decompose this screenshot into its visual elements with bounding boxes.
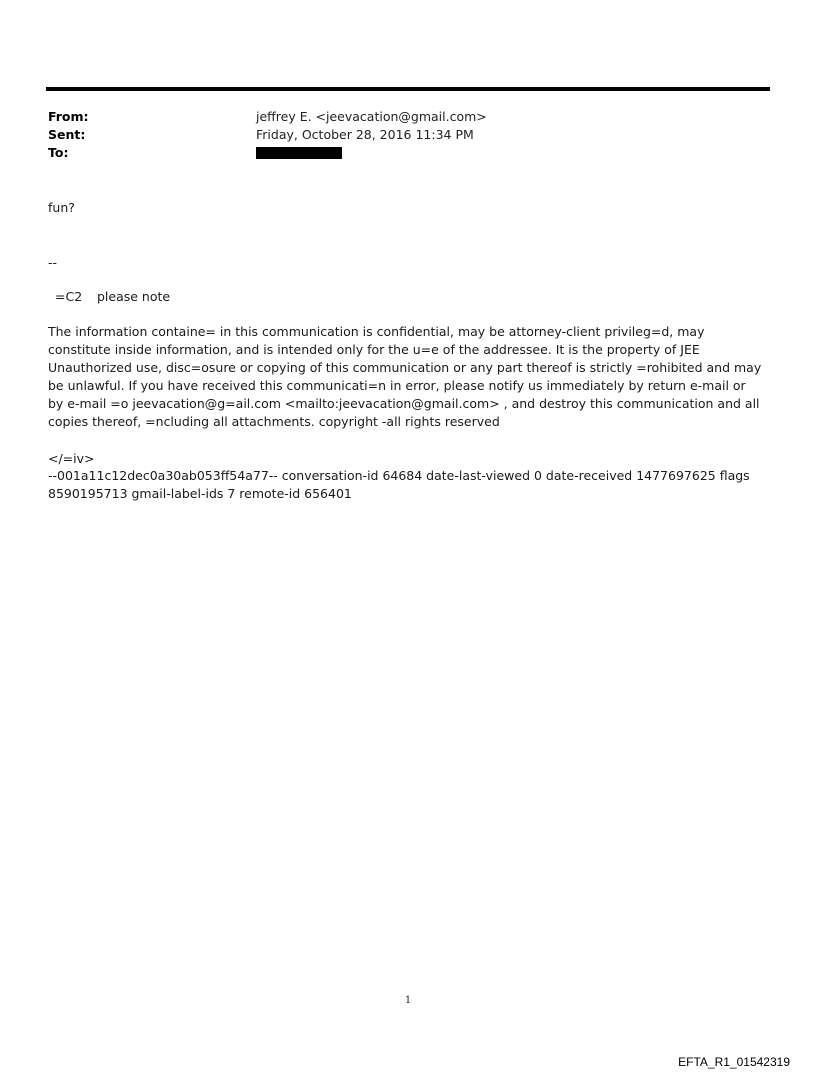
note-line xyxy=(55,288,770,306)
to-row xyxy=(48,144,748,162)
to-label: To: xyxy=(48,145,69,160)
sent-row xyxy=(48,126,748,144)
confidentiality-disclaimer: The information containe= in this communication is confidential, may be attorney-client privileg=d, may constitute inside information, and is intended only for the u=e of the addressee. It is the property of JEE Unauthorized use, disc=osure or copying of this communication or any part thereof is strictly =rohibited and may be unlawful. If you have received this communicati=n in error, please notify us immediately by return e-mail or by e-mail =o jeevacation@g=ail.com <mailto:jeevacation@gmail.com> , and destroy this communication and all copies thereof, =ncluding all attachments. copyright -all rights reserved xyxy=(48,324,762,429)
document-id: EFTA_R1_01542319 xyxy=(678,1055,790,1069)
message-metadata: --001a11c12dec0a30ab053ff54a77-- conversation-id 64684 date-last-viewed 0 date-received 1477697625 flags 8590195713 gmail-label-ids 7 remote-id 656401 xyxy=(48,468,750,501)
note-code: =C2 xyxy=(55,289,83,304)
note-text: please note xyxy=(97,289,171,304)
to-redaction-bar xyxy=(256,147,342,159)
sent-value: Friday, October 28, 2016 11:34 PM xyxy=(256,127,474,142)
from-row xyxy=(48,108,748,126)
div-close-tag: </=iv> xyxy=(48,451,95,466)
from-label: From: xyxy=(48,109,89,124)
header-rule xyxy=(46,87,770,91)
signature-separator: -- xyxy=(48,255,58,270)
sent-label: Sent: xyxy=(48,127,86,142)
page-number: 1 xyxy=(404,995,412,1006)
from-value: jeffrey E. <jeevacation@gmail.com> xyxy=(256,109,487,124)
message-greeting: fun? xyxy=(48,200,75,215)
email-header xyxy=(48,108,748,162)
